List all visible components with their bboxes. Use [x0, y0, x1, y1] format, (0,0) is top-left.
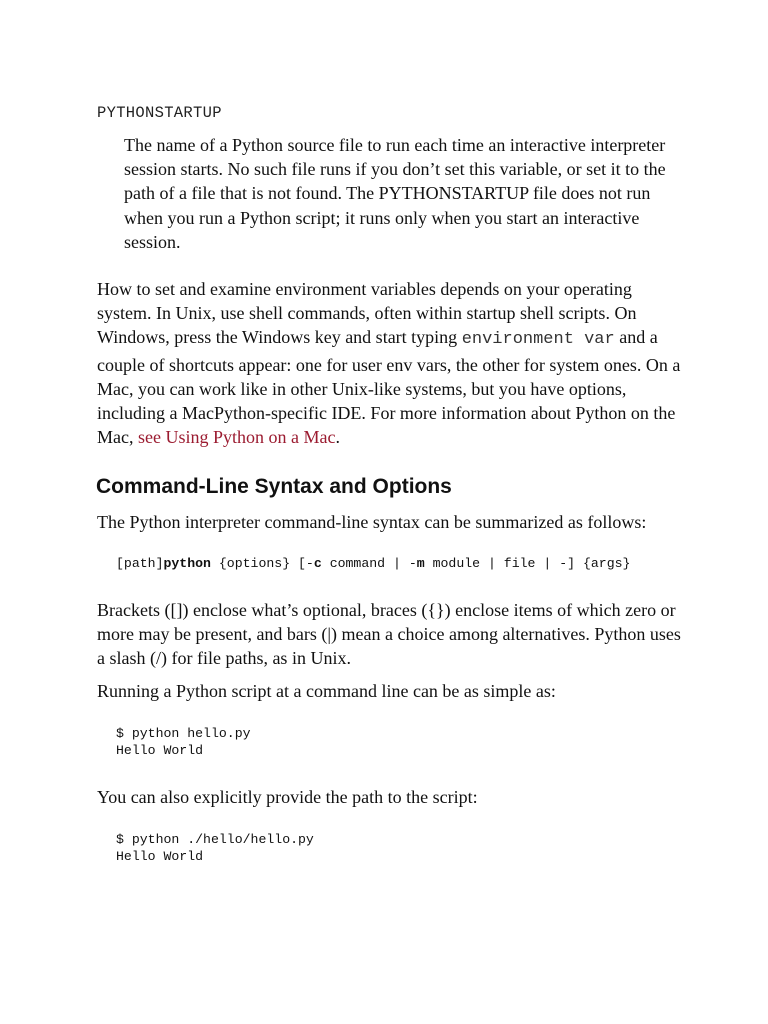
term-definition: The name of a Python source file to run each time an interactive interpreter session starts. No such file runs if you don’t set this variable, or set it to the path of a file that is not found. The PYTHONSTARTUP file does not run when you run a Python script; it runs only when you start an interactive session. — [124, 135, 666, 252]
syntax-part-1: {options} [- — [210, 556, 314, 571]
env-text-1: How to set and examine environment variables depends on your operating system. In Unix, use shell commands, often within startup shell scripts. On Windows, press the Windows key and start typing — [97, 279, 637, 348]
explicit-path-paragraph: You can also explicitly provide the path to the script: — [97, 787, 478, 807]
syntax-python: python — [163, 556, 211, 571]
env-text-3: . — [335, 427, 340, 448]
brackets-paragraph: Brackets ([]) enclose what’s optional, braces ({}) enclose items of which zero or more may be present, and bars (|) mean a choice among alternatives. Python uses a slash (/) for file paths, as in Unix. — [97, 600, 681, 669]
mac-link[interactable]: see Using Python on a Mac — [137, 427, 336, 448]
syntax-code-block — [116, 556, 630, 573]
code-line: $ python ./hello/hello.py — [116, 832, 314, 847]
code-block-explicit — [116, 832, 314, 865]
syntax-part-3: module | file | -] {args} — [424, 556, 631, 571]
code-line: $ python hello.py — [116, 726, 251, 741]
term-pythonstartup: PYTHONSTARTUP — [97, 104, 222, 122]
syntax-intro-paragraph: The Python interpreter command-line syntax can be summarized as follows: — [97, 512, 647, 532]
code-line: Hello World — [116, 848, 204, 864]
running-paragraph: Running a Python script at a command line can be as simple as: — [97, 681, 556, 701]
env-text-2: and a couple of shortcuts appear: one for user env vars, the other for system ones. On a Mac, you can work like in other Unix-like systems, but you have options, including a MacPython-specific IDE. For more information about Python on the Mac, — [97, 327, 681, 448]
section-heading: Command-Line Syntax and Options — [96, 475, 452, 498]
code-line: Hello World — [116, 742, 204, 758]
syntax-path: [path] — [116, 556, 164, 571]
syntax-c-flag: c — [313, 556, 322, 571]
syntax-m-flag: m — [416, 556, 425, 571]
syntax-part-2: command | - — [321, 556, 417, 571]
code-block-hello — [116, 726, 251, 759]
env-vars-paragraph — [97, 277, 687, 449]
inline-code-environment-var: environment var — [461, 330, 615, 350]
